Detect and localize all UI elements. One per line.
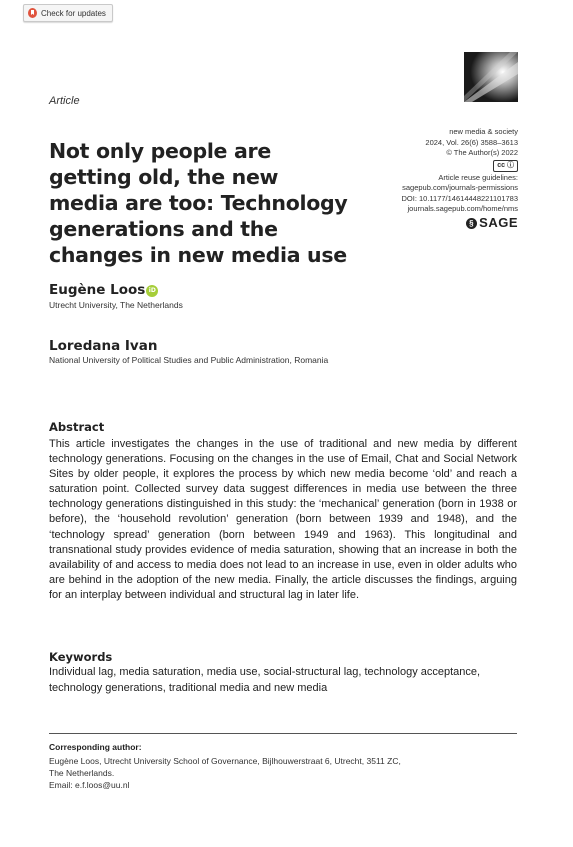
sage-logo-icon: § <box>466 218 477 229</box>
author-1-affiliation: Utrecht University, The Netherlands <box>49 300 183 310</box>
abstract-body: This article investigates the changes in the use of traditional and new media by different technology generations. Focusing on the changes in the use of Email, Chat and Social Network Sites by older people, it explores the process by which new media become ‘old’ and reach a saturation point. Collected survey data suggest differences in media use between the three technology generations distinguished in this study: the ‘mechanical’ generation (born in 1938 or before), the ‘household revolution’ generation (born between 1939 and 1948), and the ‘technology spread’ generation (born between 1949 and 1963). This longitudinal and transnational study provides evidence of media saturation, showing that an increase in both the availability of and access to media does not lead to an increase in use, even in older adults who are behind in the adoption of the new media. Finally, the article discusses the findings, arguing for an interplay between individual and structural lag in later life. <box>49 438 517 601</box>
author-name <box>49 282 158 298</box>
corresponding-email[interactable]: Email: e.f.loos@uu.nl <box>49 780 130 790</box>
reuse-guidelines-link[interactable]: sagepub.com/journals-permissions <box>402 183 518 192</box>
footnote-divider <box>49 733 517 734</box>
corresponding-author-heading: Corresponding author: <box>49 742 142 752</box>
keywords-heading: Keywords <box>49 650 113 664</box>
sage-logo <box>466 214 518 230</box>
journal-citation: 2024, Vol. 26(6) 3588–3613 <box>425 137 518 147</box>
keywords-list: Individual lag, media saturation, media use, social-structural lag, technology acceptance, technology generations, traditional media and new media <box>49 666 481 694</box>
bookmark-icon <box>28 8 37 18</box>
corresponding-address-line-1: Eugène Loos, Utrecht University School of Governance, Bijlhouwerstraat 6, Utrecht, 3511 ZC, <box>49 756 401 766</box>
check-for-updates-label: Check for updates <box>41 8 106 18</box>
author-1-name: Eugène Loos <box>49 282 146 298</box>
doi-link[interactable]: DOI: 10.1177/14614448221101783 <box>401 193 518 203</box>
journal-cover-image <box>464 52 518 102</box>
corresponding-author-details <box>49 755 489 791</box>
article-type-label: Article <box>49 95 80 107</box>
journal-metadata <box>402 127 519 229</box>
corresponding-address-line-2: The Netherlands. <box>49 768 115 778</box>
journal-name: new media & society <box>449 127 518 136</box>
reuse-guidelines-label: Article reuse guidelines: <box>438 172 518 182</box>
abstract-heading: Abstract <box>49 420 105 434</box>
author-2-name: Loredana Ivan <box>49 338 158 354</box>
copyright-line: © The Author(s) 2022 <box>446 148 518 157</box>
creative-commons-icon: cc ⓘ <box>493 160 518 172</box>
journal-home-link[interactable]: journals.sagepub.com/home/nms <box>407 204 518 213</box>
publisher-name: SAGE <box>479 214 518 230</box>
author-2-affiliation: National University of Political Studies and Public Administration, Romania <box>49 355 329 365</box>
article-title: Not only people are getting old, the new media are too: Technology generations and the changes in new media use <box>49 139 348 267</box>
orcid-icon[interactable]: iD <box>146 285 158 297</box>
check-for-updates-button[interactable] <box>23 4 113 22</box>
